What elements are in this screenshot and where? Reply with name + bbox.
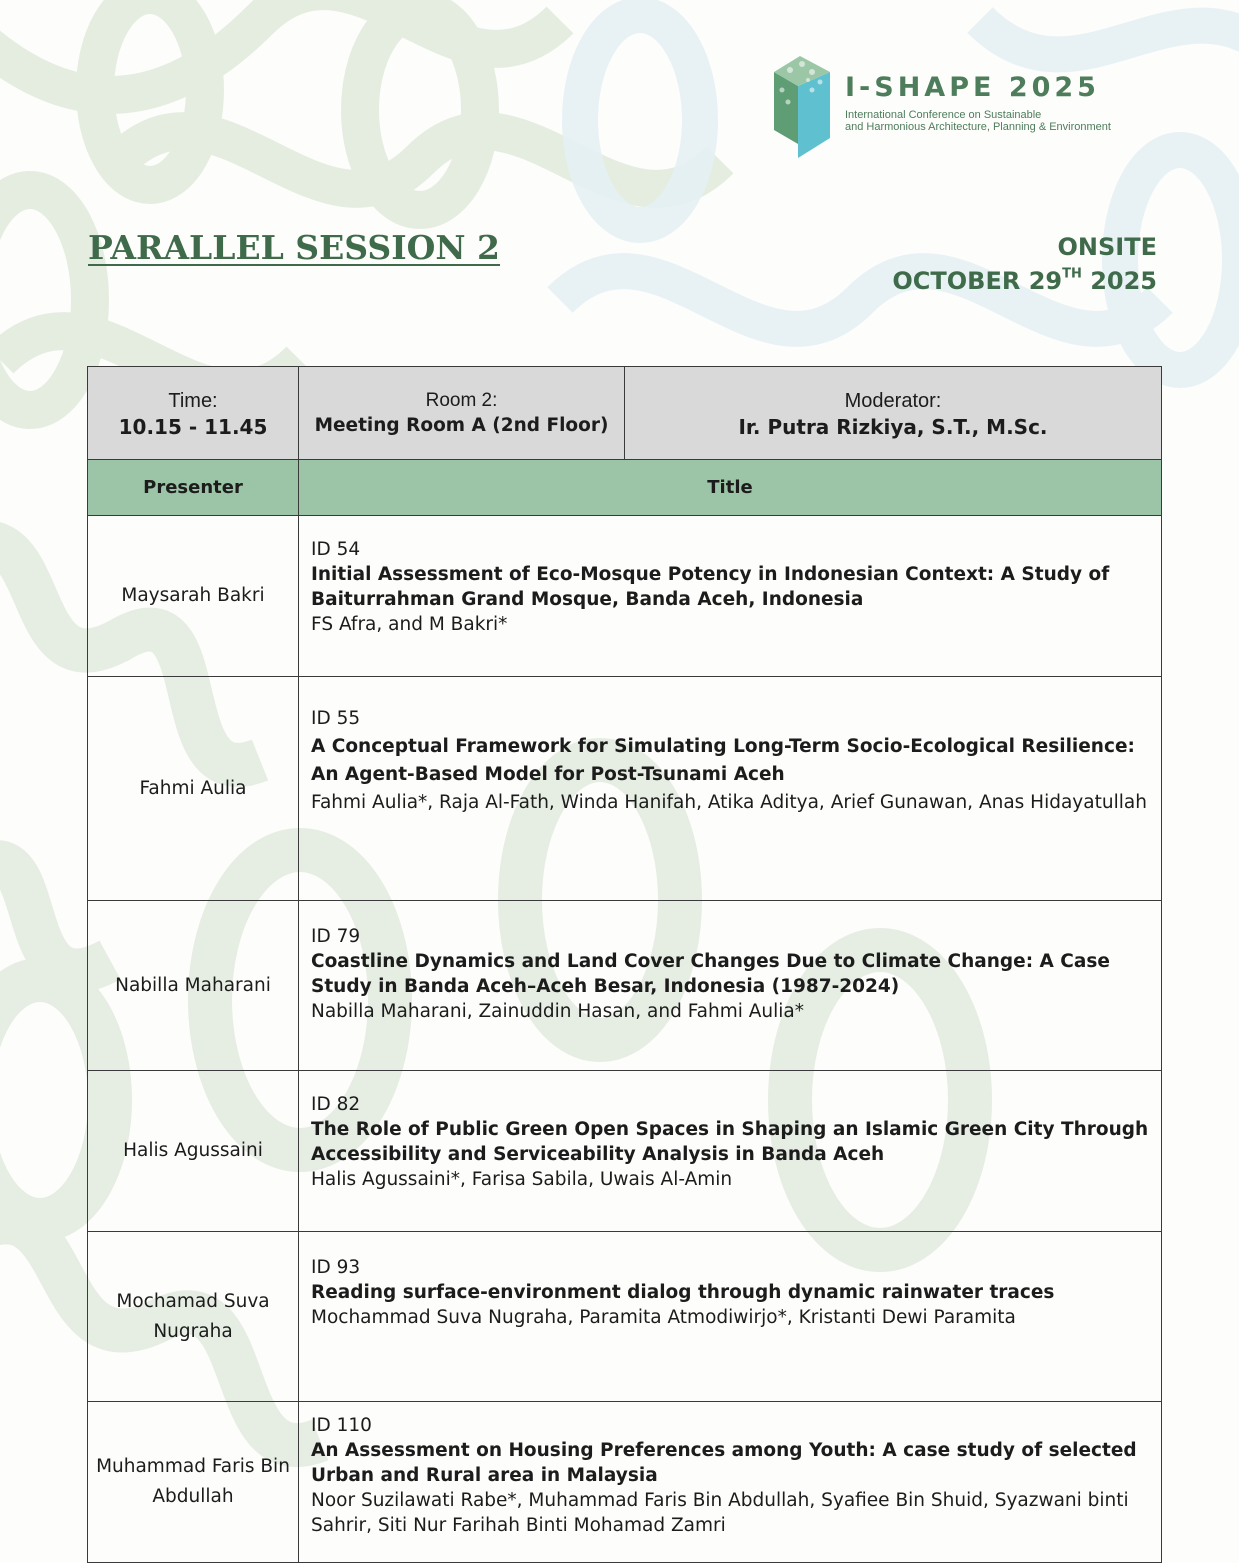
paper-cell — [299, 677, 1162, 901]
paper-id: ID 93 — [311, 1257, 361, 1278]
paper-title: Reading surface-environment dialog through dynamic rainwater traces — [311, 1282, 1055, 1303]
paper-authors: Mochammad Suva Nugraha, Paramita Atmodiwirjo*, Kristanti Dewi Paramita — [311, 1307, 1016, 1328]
time-value: 10.15 - 11.45 — [118, 414, 268, 439]
paper-authors: FS Afra, and M Bakri* — [311, 614, 508, 635]
mode-label: ONSITE — [1057, 233, 1157, 261]
table-row — [88, 1232, 1162, 1402]
paper-title: Initial Assessment of Eco-Mosque Potency in Indonesian Context: A Study of Baiturrahman Grand Mosque, Banda Aceh, Indonesia — [311, 564, 1110, 610]
moderator-cell — [625, 367, 1162, 460]
table-row — [88, 901, 1162, 1071]
room-label: Room 2: — [425, 390, 498, 411]
table-header-row — [88, 460, 1162, 516]
table-row — [88, 1071, 1162, 1232]
paper-id: ID 82 — [311, 1094, 361, 1115]
paper-authors: Fahmi Aulia*, Raja Al-Fath, Winda Hanifah, Atika Aditya, Arief Gunawan, Anas Hidayatullah — [311, 792, 1147, 813]
paper-cell — [299, 1402, 1162, 1563]
date-year: 2025 — [1081, 267, 1157, 295]
presenter-name: Muhammad Faris Bin Abdullah — [88, 1402, 299, 1563]
table-row — [88, 516, 1162, 677]
paper-cell — [299, 901, 1162, 1071]
paper-authors: Halis Agussaini*, Farisa Sabila, Uwais Al-Amin — [311, 1169, 733, 1190]
date-day: OCTOBER 29 — [892, 267, 1063, 295]
moderator-value: Ir. Putra Rizkiya, S.T., M.Sc. — [738, 414, 1048, 439]
table-row — [88, 1402, 1162, 1563]
conference-subtitle — [845, 109, 1111, 133]
presenter-column-header: Presenter — [88, 460, 299, 516]
schedule-table — [87, 366, 1162, 1563]
paper-id: ID 110 — [311, 1415, 372, 1436]
title-column-header: Title — [299, 460, 1162, 516]
date-ordinal: TH — [1062, 266, 1082, 282]
conference-name: I-SHAPE 2025 — [845, 72, 1100, 103]
session-mode-date — [892, 230, 1157, 298]
presenter-name: Mochamad Suva Nugraha — [88, 1232, 299, 1402]
paper-title: Coastline Dynamics and Land Cover Changes Due to Climate Change: A Case Study in Banda Aceh–Aceh Besar, Indonesia (1987-2024) — [311, 951, 1110, 997]
room-cell — [299, 367, 625, 460]
time-cell — [88, 367, 299, 460]
table-row — [88, 677, 1162, 901]
paper-id: ID 79 — [311, 926, 361, 947]
page-title: PARALLEL SESSION 2 — [88, 228, 501, 267]
presenter-name: Halis Agussaini — [88, 1071, 299, 1232]
session-date — [892, 264, 1157, 298]
paper-authors: Nabilla Maharani, Zainuddin Hasan, and Fahmi Aulia* — [311, 1001, 805, 1022]
presenter-name: Fahmi Aulia — [88, 677, 299, 901]
paper-cell — [299, 516, 1162, 677]
subtitle-line-1: International Conference on Sustainable — [845, 109, 1042, 121]
room-value: Meeting Room A (2nd Floor) — [314, 415, 609, 436]
paper-title: The Role of Public Green Open Spaces in Shaping an Islamic Green City Through Accessibility and Serviceability Analysis in Banda Aceh — [311, 1119, 1149, 1165]
paper-id: ID 55 — [311, 708, 361, 729]
presenter-name: Nabilla Maharani — [88, 901, 299, 1071]
time-label: Time: — [168, 389, 218, 412]
paper-title: An Assessment on Housing Preferences among Youth: A case study of selected Urban and Rural area in Malaysia — [311, 1440, 1137, 1486]
presenter-name: Maysarah Bakri — [88, 516, 299, 677]
paper-title: A Conceptual Framework for Simulating Long-Term Socio-Ecological Resilience: An Agent-Based Model for Post-Tsunami Aceh — [311, 736, 1135, 785]
paper-cell — [299, 1232, 1162, 1402]
moderator-label: Moderator: — [844, 389, 942, 412]
conference-logo — [772, 50, 1172, 160]
subtitle-line-2: and Harmonious Architecture, Planning & Environment — [845, 121, 1111, 133]
session-info-row — [88, 367, 1162, 460]
cube-logo-icon — [772, 50, 832, 158]
paper-authors: Noor Suzilawati Rabe*, Muhammad Faris Bin Abdullah, Syafiee Bin Shuid, Syazwani binti Sahrir, Siti Nur Farihah Binti Mohamad Zamri — [311, 1490, 1129, 1536]
paper-cell — [299, 1071, 1162, 1232]
paper-id: ID 54 — [311, 539, 361, 560]
